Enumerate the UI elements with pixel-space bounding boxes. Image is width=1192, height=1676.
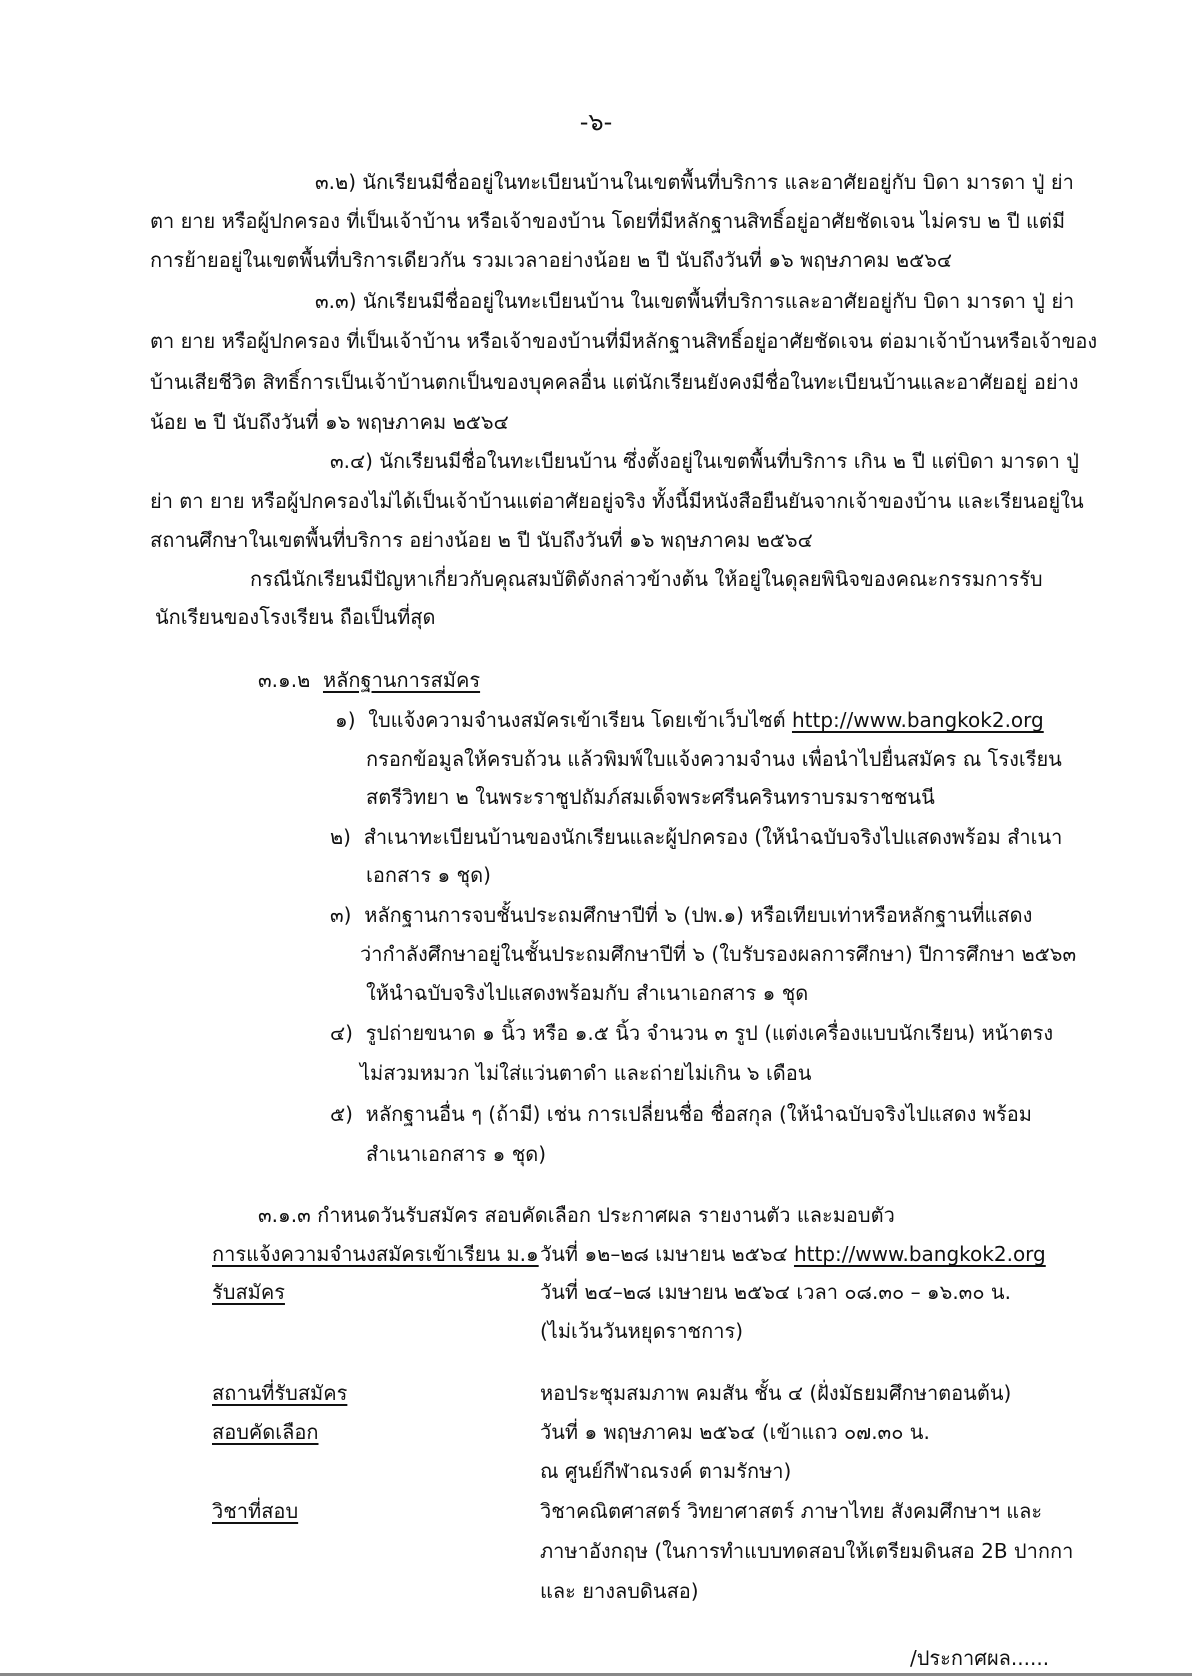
evidence-item-3 [330,900,1032,930]
evidence-item-4-text: รูปถ่ายขนาด ๑ นิ้ว หรือ ๑.๕ นิ้ว จำนวน ๓ รูป (แต่งเครื่องแบบนักเรียน) หน้าตรง [365,1021,1054,1045]
qualification-3-3-line-4: น้อย ๒ ปี นับถึงวันที่ ๑๖ พฤษภาคม ๒๕๖๔ [150,410,509,434]
evidence-item-1-line-2: กรอกข้อมูลให้ครบถ้วน แล้วพิมพ์ใบแจ้งความจำนง เพื่อนำไปยื่นสมัคร ณ โรงเรียน [366,747,1062,771]
evidence-section-number: ๓.๑.๒ [258,668,311,692]
evidence-item-3-line-2: ว่ากำลังศึกษาอยู่ในชั้นประถมศึกษาปีที่ ๖ (ใบรับรองผลการศึกษา) ปีการศึกษา ๒๕๖๓ [360,942,1077,966]
discretion-line-2: นักเรียนของโรงเรียน ถือเป็นที่สุด [155,605,436,629]
schedule-label-exam: สอบคัดเลือก [212,1420,319,1444]
qualification-3-3-line-2: ตา ยาย หรือผู้ปกครอง ที่เป็นเจ้าบ้าน หรือเจ้าของบ้านที่มีหลักฐานสิทธิ์อยู่อาศัยชัดเจน ต่อมาเจ้าบ้านหรือเจ้าของ [150,329,1098,353]
bangkok2-website-link[interactable]: http://www.bangkok2.org [791,708,1044,732]
schedule-bangkok2-link[interactable]: http://www.bangkok2.org [793,1242,1046,1266]
evidence-item-5 [330,1099,1032,1129]
qualification-3-3-line-3: บ้านเสียชีวิต สิทธิ์การเป็นเจ้าบ้านตกเป็นของบุคคลอื่น แต่นักเรียนยังคงมีชื่อในทะเบียนบ้านและอาศัยอยู่ อย่าง [150,370,1079,394]
evidence-item-2-text: สำเนาทะเบียนบ้านของนักเรียนและผู้ปกครอง (ให้นำฉบับจริงไปแสดงพร้อม สำเนา [363,825,1063,849]
evidence-item-3-line-3: ให้นำฉบับจริงไปแสดงพร้อมกับ สำเนาเอกสาร ๑ ชุด [366,981,809,1005]
qualification-3-2-line-3: การย้ายอยู่ในเขตพื้นที่บริการเดียวกัน รวมเวลาอย่างน้อย ๒ ปี นับถึงวันที่ ๑๖ พฤษภาคม ๒๕๖๔ [150,248,953,272]
evidence-item-1-number: ๑) [335,708,356,732]
schedule-value-subjects-line-2: ภาษาอังกฤษ (ในการทำแบบทดสอบให้เตรียมดินสอ 2B ปากกา [540,1539,1074,1563]
qualification-3-4-line-2: ย่า ตา ยาย หรือผู้ปกครองไม่ได้เป็นเจ้าบ้านแต่อาศัยอยู่จริง ทั้งนี้มีหนังสือยืนยันจากเจ้าของบ้าน และเรียนอยู่ใน [150,489,1084,513]
qualification-3-4-line-3: สถานศึกษาในเขตพื้นที่บริการ อย่างน้อย ๒ ปี นับถึงวันที่ ๑๖ พฤษภาคม ๒๕๖๔ [150,528,813,552]
evidence-item-3-number: ๓) [330,903,352,927]
schedule-label-subjects: วิชาที่สอบ [212,1499,299,1523]
evidence-item-2-line-2: เอกสาร ๑ ชุด) [366,863,491,887]
evidence-item-4-number: ๔) [330,1021,353,1045]
evidence-item-4 [330,1018,1053,1048]
schedule-label-venue: สถานที่รับสมัคร [212,1381,348,1405]
qualification-3-2-line-2: ตา ยาย หรือผู้ปกครอง ที่เป็นเจ้าบ้าน หรือเจ้าของบ้าน โดยที่มีหลักฐานสิทธิ์อยู่อาศัยชัดเจน ไม่ครบ ๒ ปี แต่มี [150,209,1066,233]
schedule-value-subjects-line-3: และ ยางลบดินสอ) [540,1579,699,1603]
evidence-item-4-line-2: ไม่สวมหมวก ไม่ใส่แว่นตาดำ และถ่ายไม่เกิน ๖ เดือน [360,1061,812,1085]
evidence-item-3-text: หลักฐานการจบชั้นประถมศึกษาปีที่ ๖ (ปพ.๑) หรือเทียบเท่าหรือหลักฐานที่แสดง [364,903,1033,927]
schedule-value-exam-line-1: วันที่ ๑ พฤษภาคม ๒๕๖๔ (เข้าแถว ๐๗.๓๐ น. [540,1420,930,1444]
schedule-heading: ๓.๑.๓ กำหนดวันรับสมัคร สอบคัดเลือก ประกาศผล รายงานตัว และมอบตัว [258,1203,895,1227]
evidence-item-5-number: ๕) [330,1102,353,1126]
schedule-label-application: รับสมัคร [212,1280,285,1304]
schedule-value-venue: หอประชุมสมภาพ คมสัน ชั้น ๔ (ฝั่งมัธยมศึกษาตอนต้น) [540,1381,1012,1405]
schedule-value-registration-intent-date: วันที่ ๑๒–๒๘ เมษายน ๒๕๖๔ [540,1242,794,1266]
page-number: -๖- [579,108,613,136]
evidence-item-2-number: ๒) [330,825,351,849]
evidence-section-title: หลักฐานการสมัคร [322,668,481,692]
schedule-value-application-line-2: (ไม่เว้นวันหยุดราชการ) [540,1319,744,1343]
evidence-item-2 [330,822,1062,852]
schedule-value-registration-intent [540,1239,1046,1269]
schedule-value-exam-line-2: ณ ศูนย์กีฬาณรงค์ ตามรักษา) [540,1459,792,1483]
evidence-item-5-line-2: สำเนาเอกสาร ๑ ชุด) [366,1142,547,1166]
evidence-item-1-line-3: สตรีวิทยา ๒ ในพระราชูปถัมภ์สมเด็จพระศรีนครินทราบรมราชชนนี [366,785,935,809]
evidence-item-1-text: ใบแจ้งความจำนงสมัครเข้าเรียน โดยเข้าเว็บไซต์ [368,708,792,732]
schedule-value-application-line-1: วันที่ ๒๔–๒๘ เมษายน ๒๕๖๔ เวลา ๐๘.๓๐ – ๑๖.๓๐ น. [540,1280,1011,1304]
schedule-value-subjects-line-1: วิชาคณิตศาสตร์ วิทยาศาสตร์ ภาษาไทย สังคมศึกษาฯ และ [540,1499,1043,1523]
evidence-section-heading [258,665,480,695]
discretion-line-1: กรณีนักเรียนมีปัญหาเกี่ยวกับคุณสมบัติดังกล่าวข้างต้น ให้อยู่ในดุลยพินิจของคณะกรรมการรับ [250,567,1043,591]
qualification-3-3-line-1: ๓.๓) นักเรียนมีชื่ออยู่ในทะเบียนบ้าน ในเขตพื้นที่บริการและอาศัยอยู่กับ บิดา มารดา ปู่ ย่า [315,289,1075,313]
qualification-3-4-line-1: ๓.๔) นักเรียนมีชื่อในทะเบียนบ้าน ซึ่งตั้งอยู่ในเขตพื้นที่บริการ เกิน ๒ ปี แต่บิดา มารดา ปู่ [330,449,1079,473]
evidence-item-5-text: หลักฐานอื่น ๆ (ถ้ามี) เช่น การเปลี่ยนชื่อ ชื่อสกุล (ให้นำฉบับจริงไปแสดง พร้อม [365,1102,1032,1126]
qualification-3-2-line-1: ๓.๒) นักเรียนมีชื่ออยู่ในทะเบียนบ้านในเขตพื้นที่บริการ และอาศัยอยู่กับ บิดา มารดา ปู่ ย่า [315,170,1074,194]
evidence-item-1 [335,705,1044,735]
schedule-label-registration-intent: การแจ้งความจำนงสมัครเข้าเรียน ม.๑ [212,1242,539,1266]
continued-footer: /ประกาศผล...... [910,1646,1050,1670]
